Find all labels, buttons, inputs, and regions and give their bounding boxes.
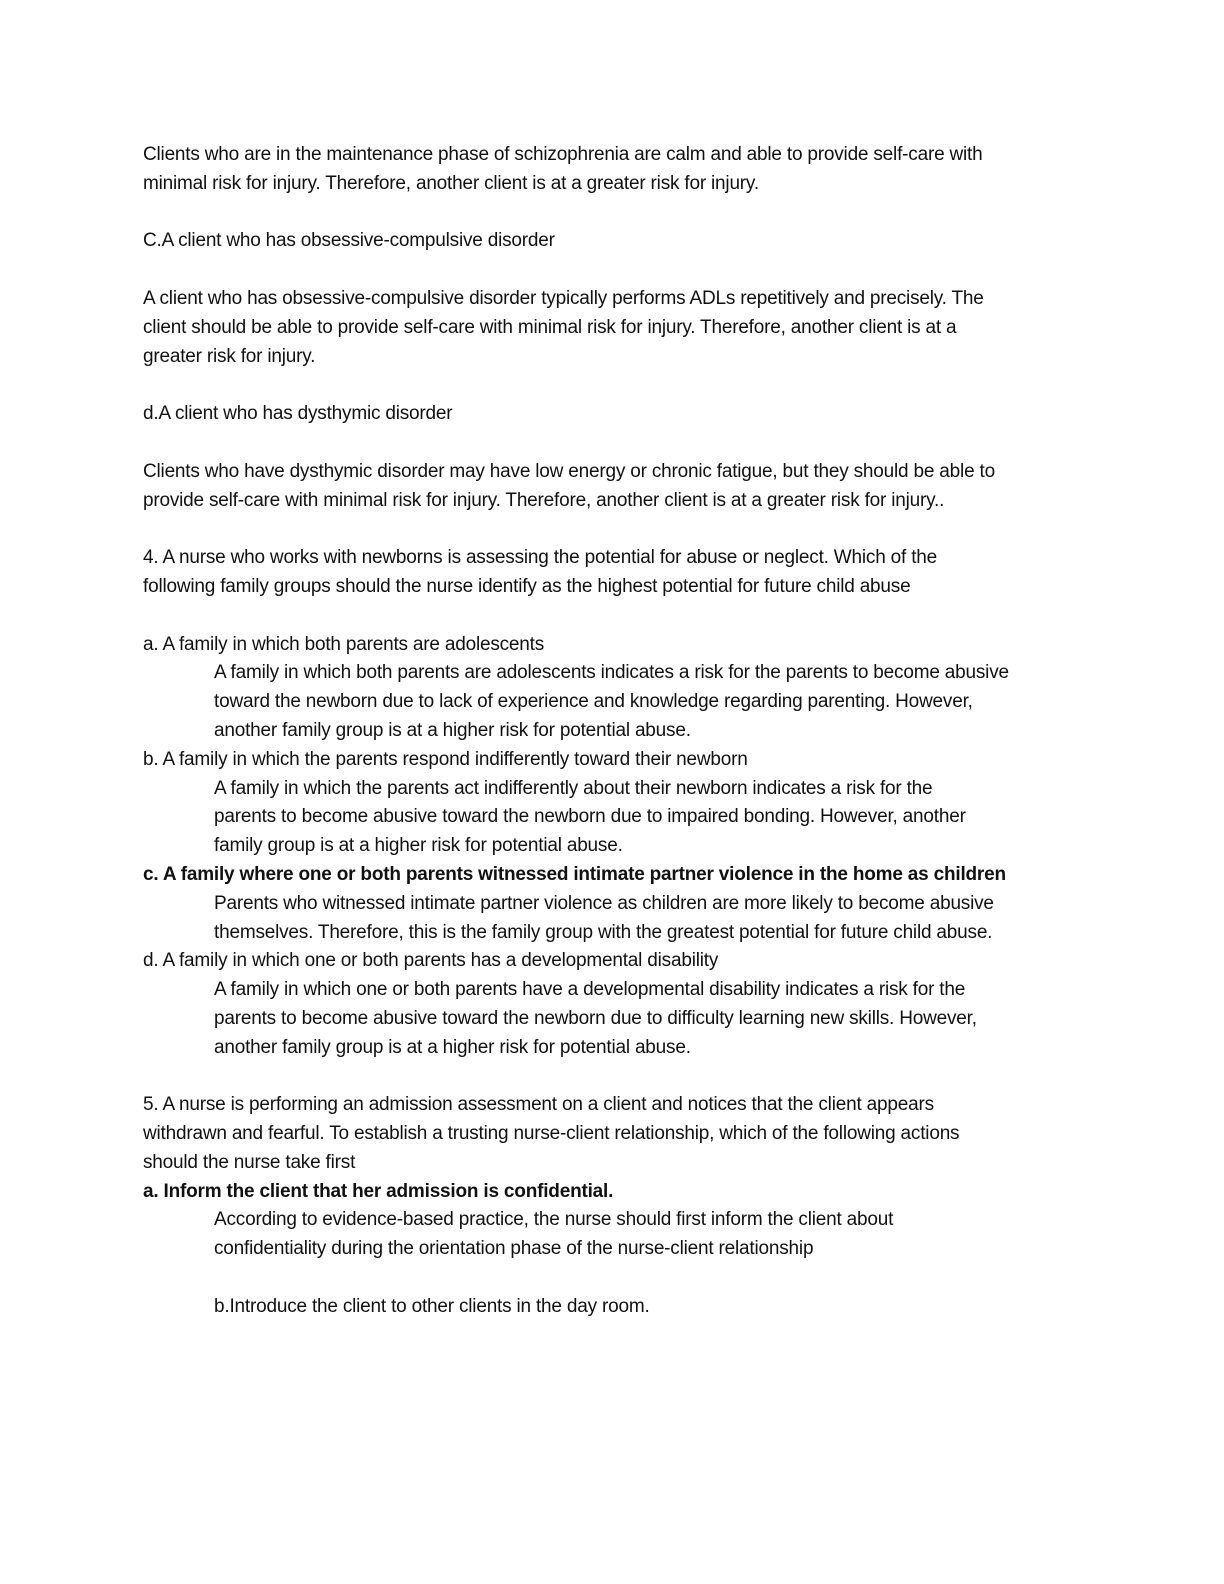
q4-option-b: b. A family in which the parents respond indifferently toward their newborn [143,748,748,770]
document-body [143,141,1093,1322]
question-4-options [143,631,1093,1063]
q4-option-d-rationale: A family in which one or both parents have a developmental disability indicates a risk for the parents to become abusive toward the newborn due to difficulty learning new skills. However, another family group is at a higher risk for potential abuse. [214,979,977,1058]
question-5: 5. A nurse is performing an admission assessment on a client and notices that the client appears withdrawn and fearful. To establish a trusting nurse-client relationship, which of the following actions should the nurse take first [143,1094,960,1173]
q4-option-c-rationale: Parents who witnessed intimate partner violence as children are more likely to become abusive themselves. Therefore, this is the family group with the greatest potential for future child abuse. [214,892,994,943]
q5-option-a-correct: a. Inform the client that her admission is confidential. [143,1180,614,1202]
q5-option-a-rationale: According to evidence-based practice, the nurse should first inform the client about confidentiality during the orientation phase of the nurse-client relationship [214,1209,894,1260]
q4-option-c-correct: c. A family where one or both parents witnessed intimate partner violence in the home as children [143,863,1006,885]
rationale-paragraph-ocd: A client who has obsessive-compulsive disorder typically performs ADLs repetitively and precisely. The client should be able to provide self-care with minimal risk for injury. Therefore, another client is at a greater risk for injury. [143,287,984,367]
q4-option-b-rationale: A family in which the parents act indifferently about their newborn indicates a risk for the parents to become abusive toward the newborn due to impaired bonding. However, another family group is at a higher risk for potential abuse. [214,777,966,857]
q4-option-a: a. A family in which both parents are adolescents [143,633,545,655]
option-d-label: d.A client who has dysthymic disorder [143,403,453,425]
q4-option-d: d. A family in which one or both parents has a developmental disability [143,950,719,972]
rationale-paragraph-dysthymic: Clients who have dysthymic disorder may have low energy or chronic fatigue, but they should be able to provide self-care with minimal risk for injury. Therefore, another client is at a greater risk for injury.. [143,460,995,511]
question-4: 4. A nurse who works with newborns is assessing the potential for abuse or neglect. Which of the following family groups should the nurse identify as the highest potential for future child abuse [143,547,938,597]
q5-option-b: b.Introduce the client to other clients in the day room. [214,1295,650,1317]
q4-option-a-rationale: A family in which both parents are adolescents indicates a risk for the parents to become abusive toward the newborn due to lack of experience and knowledge regarding parenting. However, another family group is at a higher risk for potential abuse. [214,662,1009,741]
rationale-paragraph-schizophrenia: Clients who are in the maintenance phase of schizophrenia are calm and able to provide self-care with minimal risk for injury. Therefore, another client is at a greater risk for injury. [143,144,983,194]
option-c-label: C.A client who has obsessive-compulsive disorder [143,230,555,252]
